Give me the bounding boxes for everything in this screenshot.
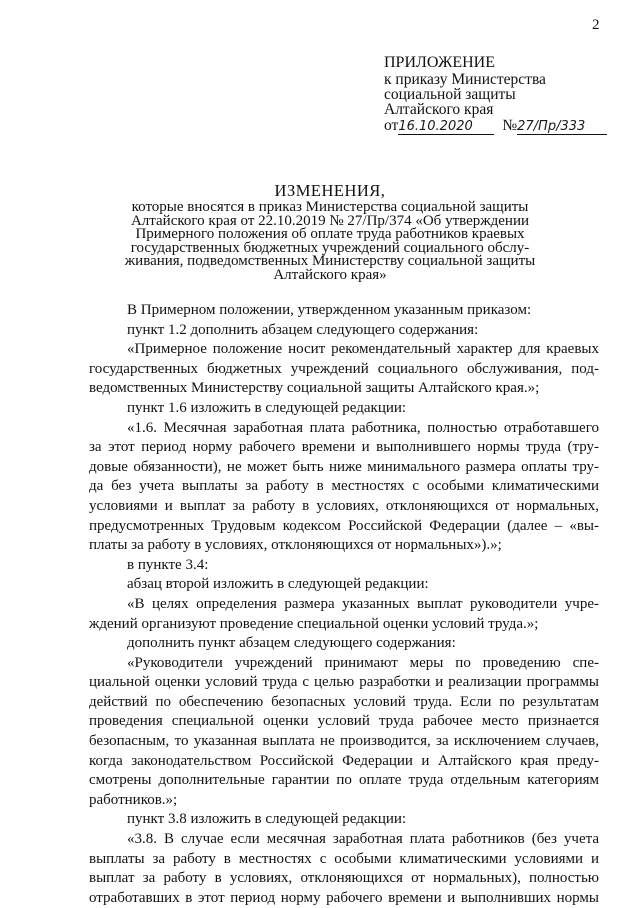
text-line: «В целях определения размера указанных выплат руководители учре- xyxy=(127,595,599,612)
heading-line: Алтайского края от 22.10.2019 № 27/Пр/374 «Об утверждении xyxy=(130,212,530,229)
annex-line: к приказу Министерства xyxy=(384,71,546,88)
text-line: проведения специальной оценки условий труда рабочее место признается xyxy=(89,713,599,730)
quote-paragraph xyxy=(89,419,599,556)
heading-line: которые вносятся в приказ Министерства социальной защиты xyxy=(131,199,529,215)
heading-title: ИЗМЕНЕНИЯ, xyxy=(274,181,386,200)
quote-paragraph xyxy=(89,830,599,908)
annex-line: социальной защиты xyxy=(384,86,516,103)
text-line: ждений организуют проведение специальной оценки условий труда.»; xyxy=(89,615,539,632)
paragraph: пункт 1.2 дополнить абзацем следующего содержания: xyxy=(127,321,479,338)
text-line: довые обязанности), не может быть ниже минимального размера оплаты тру- xyxy=(89,458,599,475)
document-heading xyxy=(70,182,590,282)
text-line: когда законодательством Российской Федерации и Алтайского края преду- xyxy=(89,752,599,769)
text-line: за этот период норму рабочего времени и выполнившего нормы труда (тру- xyxy=(89,439,599,456)
text-line: платы за работу в условиях, отклоняющихся от нормальных»).»; xyxy=(89,537,502,554)
paragraph: пункт 1.6 изложить в следующей редакции: xyxy=(127,399,407,416)
heading-subtitle xyxy=(70,201,590,282)
text-line: отработавших в этот период норму рабочего времени и выполнивших нормы xyxy=(89,889,599,906)
number-prefix: № xyxy=(502,117,518,134)
paragraph: В Примерном положении, утвержденном указанным приказом: xyxy=(127,302,532,318)
annex-block xyxy=(384,54,624,135)
text-line: смотрены дополнительные гарантии по оплате труда отдельным категориям xyxy=(89,772,599,789)
annex-date-number-row xyxy=(384,118,624,135)
text-line: действий по обеспечению безопасных условий труда. Если по результатам xyxy=(89,693,599,710)
paragraph: дополнить пункт абзацем следующего содержания: xyxy=(127,635,456,652)
annex-title: ПРИЛОЖЕНИЕ xyxy=(384,54,496,71)
quote-paragraph xyxy=(89,654,599,811)
annex-line: Алтайского края xyxy=(384,101,494,118)
text-line: условиями и выплат за работу в условиях, отклоняющихся от нормальных, xyxy=(89,497,599,514)
date-prefix: от xyxy=(384,117,399,134)
handwritten-date: 16.10.2020 xyxy=(398,120,494,135)
quote-paragraph xyxy=(89,340,599,399)
quote-paragraph xyxy=(89,595,599,634)
document-body xyxy=(89,301,599,908)
text-line: государственных бюджетных учреждений социального обслуживания, под- xyxy=(89,360,599,377)
heading-line: государственных бюджетных учреждений социального обслу- xyxy=(130,239,530,256)
text-line: циальной оценки условий труда с целью разработки и реализации программы xyxy=(89,674,599,691)
page-number: 2 xyxy=(592,17,600,33)
text-line: «Руководители учреждений принимают меры по проведению спе- xyxy=(127,654,599,671)
heading-line: Примерного положения об оплате труда работников краевых xyxy=(135,226,525,242)
text-line: работников.»; xyxy=(89,791,178,808)
heading-line: живания, подведомственных Министерству социальной защиты xyxy=(124,253,536,269)
paragraph: абзац второй изложить в следующей редакции: xyxy=(127,576,429,593)
text-line: «1.6. Месячная заработная плата работника, полностью отработавшего xyxy=(127,419,599,436)
text-line: да без учета выплаты за работу в местностях с особыми климатическими xyxy=(89,478,599,495)
heading-line: Алтайского края» xyxy=(273,266,387,283)
text-line: безопасным, то указанная выплата не производится, за исключением случаев, xyxy=(89,733,599,750)
paragraph: в пункте 3.4: xyxy=(127,556,209,573)
paragraph: пункт 3.8 изложить в следующей редакции: xyxy=(127,811,407,828)
text-line: «3.8. В случае если месячная заработная плата работников (без учета xyxy=(127,831,599,848)
text-line: «Примерное положение носит рекомендательный характер для краевых xyxy=(127,341,599,358)
text-line: выплат за работу в условиях, отклоняющихся от нормальных), полностью xyxy=(89,870,599,887)
handwritten-number: 27/Пр/333 xyxy=(517,120,607,135)
text-line: ведомственных Министерству социальной защиты Алтайского края.»; xyxy=(89,380,540,397)
text-line: выплаты за работу в местностях с особыми климатическими условиями и xyxy=(89,850,599,867)
text-line: предусмотренных Трудовым кодексом Российской Федерации (далее – «вы- xyxy=(89,517,599,534)
